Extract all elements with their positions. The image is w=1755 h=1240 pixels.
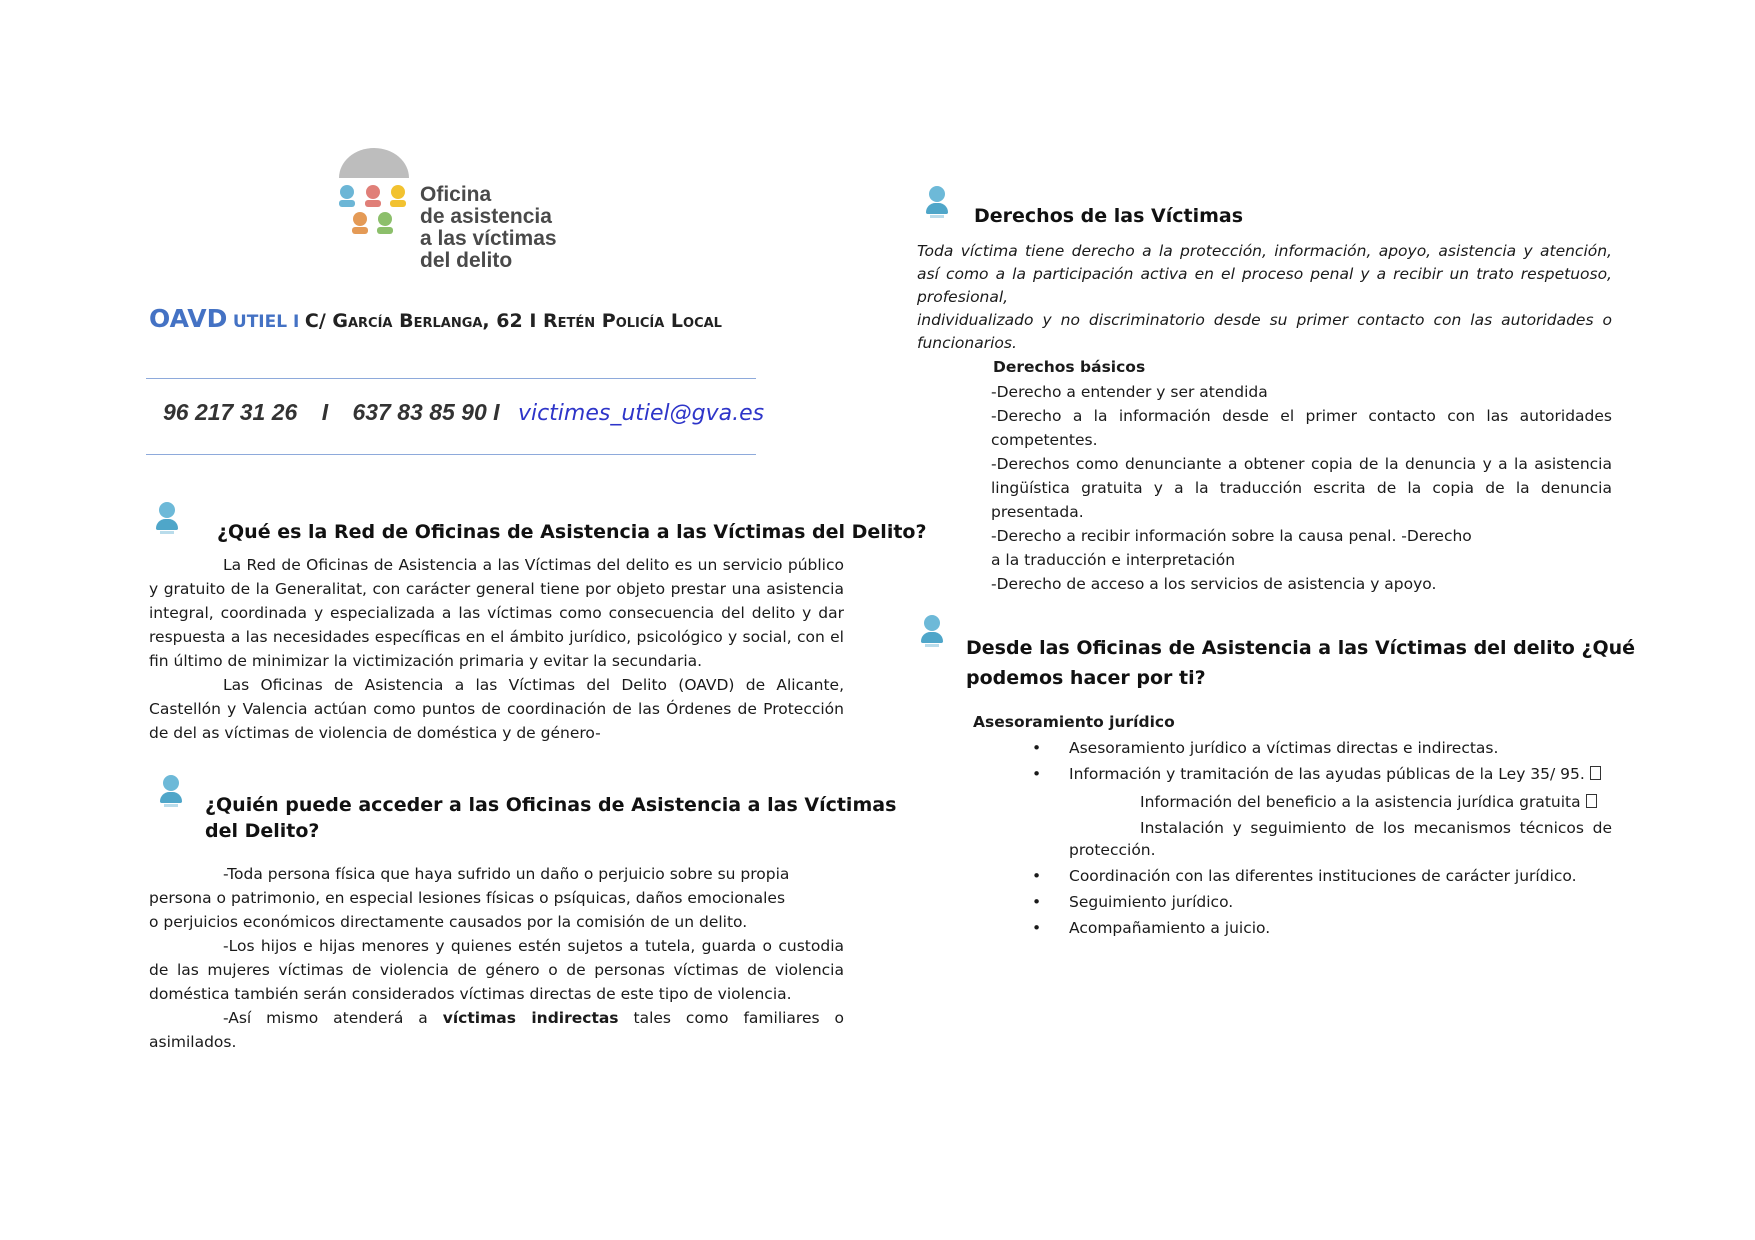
logo-wordmark: Oficina de asistencia a las víctimas del delito [420,183,557,272]
list-item: -Derechos como denunciante a obtener copia de la denuncia y a la asistencia lingüística gratuita y a la traducción escrita de la copia de la denuncia presentada. [991,455,1612,521]
email-link[interactable]: victimes_utiel@gva.es [517,401,765,426]
list-item: • Acompañamiento a juicio. [1032,917,1612,939]
list-item: • Seguimiento jurídico. [1032,891,1612,913]
phone-1[interactable]: 96 217 31 26 [163,399,298,425]
section-title-rights: Derechos de las Víctimas [974,205,1244,227]
list-item: • Asesoramiento jurídico a víctimas directas e indirectas. [1032,737,1612,759]
section-title-who-can-access: ¿Quién puede acceder a las Oficinas de Asistencia a las Víctimas del Delito? [205,794,897,842]
logo-figures-icon [335,148,420,248]
person-icon [156,502,178,536]
paragraph: -Toda persona física que haya sufrido un daño o perjuicio sobre su propia persona o patrimonio, en especial lesiones físicas o psíquicas, daños emocionales o perjuicios económicos directamente causados por la comisión de un delito. [149,865,790,931]
list-item: a la traducción e interpretación [991,551,1236,569]
org-acronym: OAVD [149,304,228,333]
basic-rights-subtitle: Derechos básicos [993,358,1146,376]
paragraph: La Red de Oficinas de Asistencia a las Víctimas del delito es un servicio público y gratuito de la Generalitat, con carácter general tiene por objeto prestar una asistencia integral, coordinada y especializada a las víctimas como consecuencia del delito y dar respuesta a las necesidades específicas en el ámbito jurídico, psicológico y social, con el fin último de minimizar la victimización primaria y evitar la secundaria. [149,556,844,670]
section-title-what-is: ¿Qué es la Red de Oficinas de Asistencia a las Víctimas del Delito? [217,521,927,543]
office-address: C/ García Berlanga, 62 I Retén Policía Local [304,310,722,332]
phone-2[interactable]: 637 83 85 90 I [352,399,500,425]
list-item: -Derecho a la información desde el primer contacto con las autoridades competentes. [991,407,1612,449]
person-icon [926,186,948,220]
list-item: • Coordinación con las diferentes instituciones de carácter jurídico. [1032,865,1612,887]
separator: I [321,399,329,425]
basic-rights-list [991,380,1612,596]
list-item: -Derecho a entender y ser atendida [991,383,1268,401]
legal-advice-list [1032,737,1612,943]
person-icon [160,775,182,809]
paragraph: -Así mismo atenderá a víctimas indirectas tales como familiares o asimilados. [149,1009,844,1051]
list-item: -Derecho de acceso a los servicios de asistencia y apoyo. [991,575,1437,593]
legal-advice-subtitle: Asesoramiento jurídico [973,713,1175,731]
office-city: UTIEL I [232,312,300,332]
office-address-line [149,304,722,333]
person-icon [921,615,943,649]
list-item: -Derecho a recibir información sobre la causa penal. -Derecho [991,527,1472,545]
rights-intro: Toda víctima tiene derecho a la protección, información, apoyo, asistencia y atención, así como a la participación activa en el proceso penal y a recibir un trato respetuoso, profesional, individualizado y no discriminatorio desde su primer contacto con las autoridades o funcionarios. [917,242,1612,352]
section-body-what-is [149,553,844,745]
paragraph: Las Oficinas de Asistencia a las Víctimas del Delito (OAVD) de Alicante, Castellón y Valencia actúan como puntos de coordinación de las Órdenes de Protección de del as víctimas de violencia de doméstica y de género- [149,676,844,742]
divider-top [146,378,756,379]
section-title-what-we-do: Desde las Oficinas de Asistencia a las Víctimas del delito ¿Qué podemos hacer por ti? [966,637,1636,689]
list-item: • Información y tramitación de las ayudas públicas de la Ley 35/ 95. Información del beneficio a la asistencia jurídica gratuita Instalación y seguimiento de los mecanismos técnicos de protección. [1032,763,1612,861]
oavd-logo [335,148,575,273]
section-body-who-can-access [149,862,844,1054]
divider-bottom [146,454,756,455]
paragraph: -Los hijos e hijas menores y quienes estén sujetos a tutela, guarda o custodia de las mujeres víctimas de violencia de género o de personas víctimas de violencia doméstica también serán considerados víctimas directas de este tipo de violencia. [149,937,844,1003]
contact-line [163,399,764,426]
